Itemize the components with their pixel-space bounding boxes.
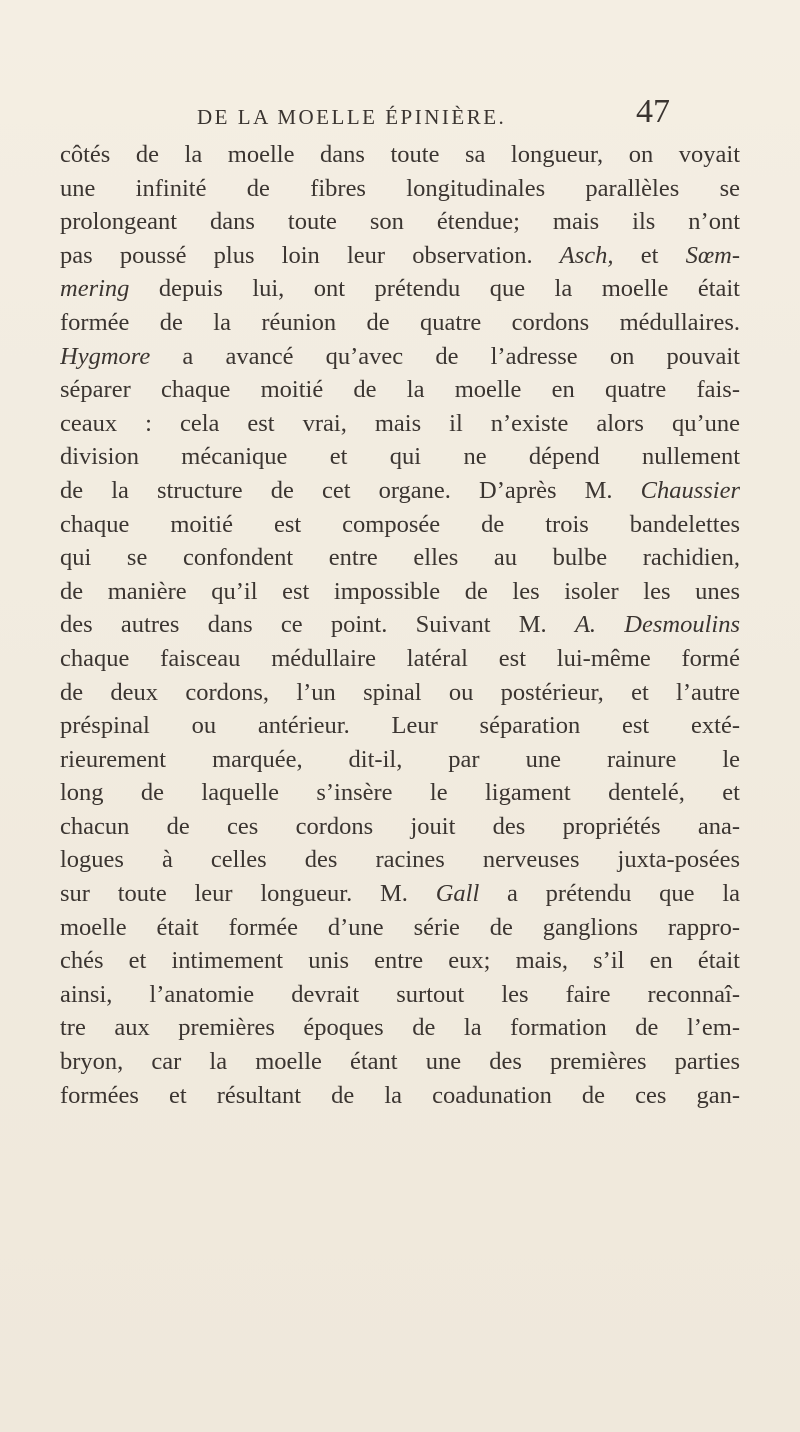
- text-line: [60, 743, 740, 777]
- text-line: [60, 508, 740, 542]
- text-run: ceaux : cela est vrai, mais il n’existe alors qu’une: [60, 409, 740, 437]
- text-run: depuis lui, ont prétendu que la moelle était: [129, 275, 740, 303]
- text-run: de deux cordons, l’un spinal ou postérieur, et l’autre: [60, 678, 740, 706]
- text-line: [60, 340, 740, 374]
- text-run: rieurement marquée, dit-il, par une rainure le: [60, 745, 740, 773]
- text-line: [60, 172, 740, 206]
- text-line: [60, 474, 740, 508]
- text-run: long de laquelle s’insère le ligament dentelé, et: [60, 779, 740, 807]
- text-run: formées et résultant de la coadunation de ces gan-: [60, 1081, 740, 1109]
- italic-run: Chaussier: [640, 476, 740, 504]
- text-run: chaque faisceau médullaire latéral est lui-même formé: [60, 644, 740, 672]
- text-run: pas poussé plus loin leur observation.: [60, 241, 560, 269]
- text-run: division mécanique et qui ne dépend nullement: [60, 443, 740, 471]
- italic-run: Asch,: [559, 241, 614, 269]
- text-line: [60, 373, 740, 407]
- text-run: préspinal ou antérieur. Leur séparation est exté-: [60, 712, 740, 740]
- text-line: [60, 440, 740, 474]
- text-line: [60, 608, 740, 642]
- text-run: sur toute leur longueur. M.: [60, 880, 436, 908]
- text-line: [60, 843, 740, 877]
- text-line: [60, 978, 740, 1012]
- text-line: [60, 138, 740, 172]
- text-line: [60, 810, 740, 844]
- text-run: qui se confondent entre elles au bulbe rachidien,: [60, 544, 740, 572]
- text-run: de manière qu’il est impossible de les isoler les unes: [60, 577, 740, 605]
- text-run: tre aux premières époques de la formation de l’em-: [60, 1014, 740, 1042]
- text-line: [60, 877, 740, 911]
- text-line: [60, 944, 740, 978]
- text-run: chaque moitié est composée de trois bandelettes: [60, 510, 740, 538]
- italic-run: A. Desmoulins: [574, 611, 740, 639]
- text-line: [60, 1079, 740, 1113]
- text-line: [60, 676, 740, 710]
- text-run: chés et intimement unis entre eux; mais, s’il en était: [60, 947, 740, 975]
- italic-run: Gall: [435, 880, 480, 908]
- italic-run: Hygmore: [60, 342, 151, 370]
- italic-run: Sœm-: [685, 241, 740, 269]
- text-run: de la structure de cet organe. D’après M.: [60, 476, 641, 504]
- page-number: 47: [636, 93, 670, 130]
- text-line: [60, 575, 740, 609]
- text-line: [60, 911, 740, 945]
- text-run: côtés de la moelle dans toute sa longueur, on voyait: [60, 141, 740, 168]
- text-run: séparer chaque moitié de la moelle en quatre fais-: [60, 376, 740, 404]
- body-text: [60, 138, 740, 1112]
- text-line: [60, 1011, 740, 1045]
- page-header: [60, 93, 740, 133]
- text-run: formée de la réunion de quatre cordons médullaires.: [60, 308, 740, 336]
- text-run: ainsi, l’anatomie devrait surtout les faire reconnaî-: [60, 980, 740, 1008]
- text-run: une infinité de fibres longitudinales parallèles se: [60, 174, 740, 202]
- running-title: DE LA MOELLE ÉPINIÈRE.: [197, 105, 507, 129]
- text-line: [60, 709, 740, 743]
- text-run: prolongeant dans toute son étendue; mais ils n’ont: [60, 208, 740, 236]
- text-line: [60, 407, 740, 441]
- text-line: [60, 776, 740, 810]
- text-run: moelle était formée d’une série de ganglions rappro-: [60, 913, 740, 941]
- text-run: a prétendu que la: [479, 880, 740, 908]
- text-run: et: [613, 241, 686, 269]
- text-line: [60, 642, 740, 676]
- text-line: [60, 239, 740, 273]
- text-run: bryon, car la moelle étant une des premières parties: [60, 1048, 740, 1076]
- text-run: des autres dans ce point. Suivant M.: [60, 611, 575, 639]
- text-run: logues à celles des racines nerveuses juxta-posées: [60, 846, 740, 874]
- text-line: [60, 541, 740, 575]
- text-line: [60, 205, 740, 239]
- text-run: a avancé qu’avec de l’adresse on pouvait: [150, 342, 740, 370]
- text-line: [60, 272, 740, 306]
- text-line: [60, 306, 740, 340]
- italic-run: mering: [60, 275, 130, 303]
- text-line: [60, 1045, 740, 1079]
- text-run: chacun de ces cordons jouit des propriétés ana-: [60, 812, 740, 840]
